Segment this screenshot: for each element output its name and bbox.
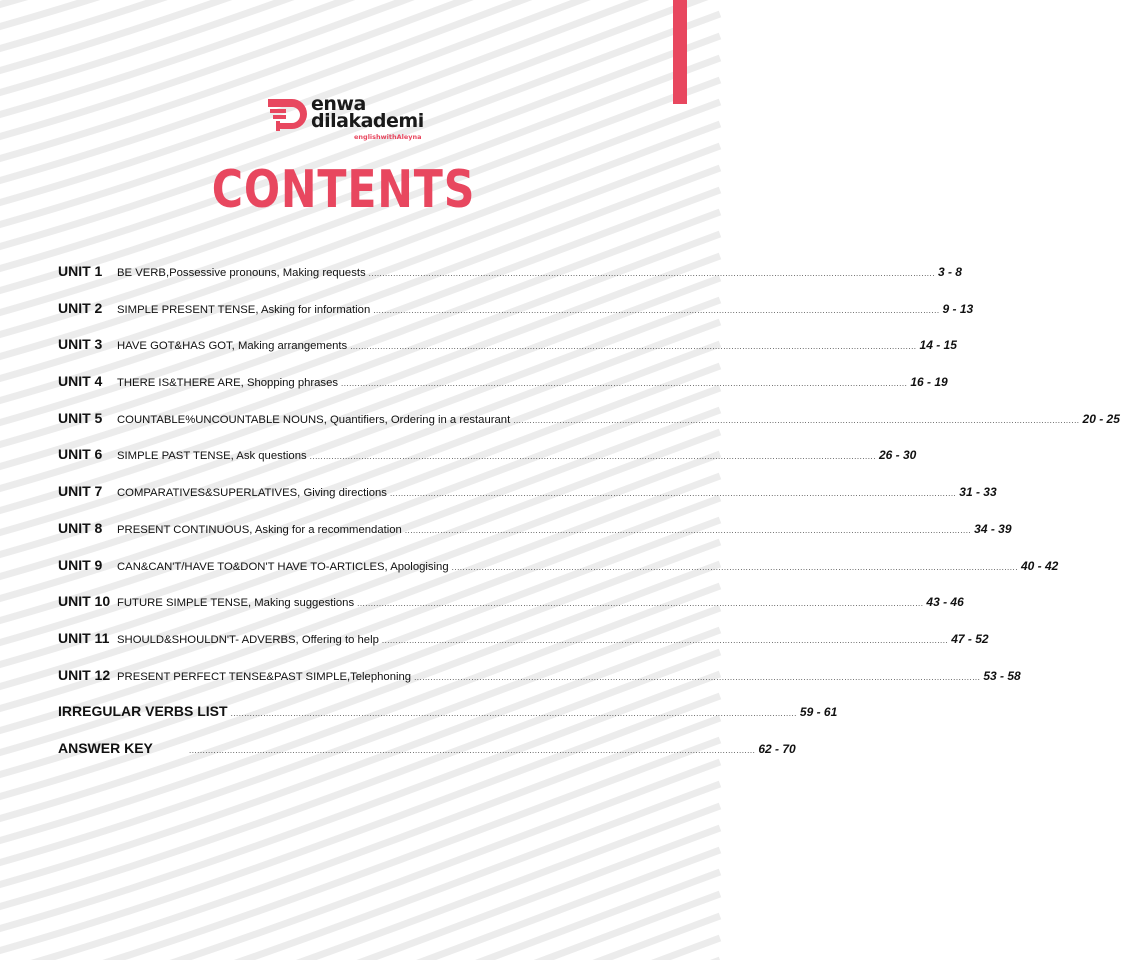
unit-label: UNIT 6 xyxy=(58,446,103,463)
toc-row-unit-8[interactable] xyxy=(58,516,1012,553)
dot-leader xyxy=(310,445,876,469)
dot-leader xyxy=(414,666,980,690)
logo xyxy=(266,93,426,145)
logo-tagline: englishwithAleyna xyxy=(354,133,422,141)
toc-row-unit-12[interactable] xyxy=(58,663,1021,700)
unit-description: SIMPLE PAST TENSE, Ask questions xyxy=(117,450,307,463)
logo-text-enwa: enwa xyxy=(311,93,366,115)
unit-description: THERE IS&THERE ARE, Shopping phrases xyxy=(117,377,339,390)
page-range: 47 - 52 xyxy=(951,631,989,646)
page-range: 26 - 30 xyxy=(878,448,917,463)
toc-row-unit-9[interactable] xyxy=(58,553,1059,590)
unit-label: UNIT 12 xyxy=(58,666,111,683)
unit-description: BE VERB,Possessive pronouns, Making requests xyxy=(117,267,366,279)
dot-leader xyxy=(405,519,971,543)
page-range: 16 - 19 xyxy=(910,375,948,390)
unit-description: HAVE GOT&HAS GOT, Making arrangements xyxy=(117,340,348,353)
unit-label: UNIT 8 xyxy=(58,519,103,536)
dot-leader xyxy=(452,556,1018,580)
unit-description: COMPARATIVES&SUPERLATIVES, Giving directions xyxy=(117,487,387,500)
toc-row-unit-10[interactable] xyxy=(58,589,964,626)
logo-text-dilakademi: dilakademi xyxy=(311,110,424,132)
toc-row-unit-6[interactable] xyxy=(58,442,917,479)
unit-label: UNIT 10 xyxy=(58,593,111,610)
logo-mark-icon xyxy=(266,95,306,135)
dot-leader xyxy=(350,335,916,359)
page-range: 43 - 46 xyxy=(926,595,964,610)
toc-row-unit-7[interactable] xyxy=(58,479,997,516)
unit-label: UNIT 4 xyxy=(58,373,103,390)
unit-label: UNIT 7 xyxy=(58,483,103,500)
toc-row-unit-4[interactable] xyxy=(58,369,948,406)
unit-description: SIMPLE PRESENT TENSE, Asking for information xyxy=(117,303,371,316)
unit-label: UNIT 9 xyxy=(58,556,103,573)
unit-label: UNIT 2 xyxy=(58,299,103,316)
page-range: 14 - 15 xyxy=(919,338,957,353)
toc-row-unit-5[interactable] xyxy=(58,406,1120,443)
dot-leader xyxy=(341,372,907,396)
unit-description: PRESENT CONTINUOUS, Asking for a recommendation xyxy=(117,523,402,536)
page-range: 31 - 33 xyxy=(959,485,997,500)
unit-label: UNIT 5 xyxy=(58,409,103,426)
unit-description: FUTURE SIMPLE TENSE, Making suggestions xyxy=(117,597,355,610)
page-range: 53 - 58 xyxy=(983,668,1021,683)
page-range: 34 - 39 xyxy=(974,521,1012,536)
dot-leader xyxy=(231,702,797,726)
unit-label: UNIT 11 xyxy=(58,629,110,646)
unit-label: UNIT 1 xyxy=(58,263,103,279)
dot-leader xyxy=(357,592,923,616)
answer-key-label: ANSWER KEY xyxy=(58,739,153,756)
page-range: 20 - 25 xyxy=(1082,411,1120,426)
unit-description: PRESENT PERFECT TENSE&PAST SIMPLE,Telephoning xyxy=(117,670,412,683)
toc-row-answer-key[interactable] xyxy=(58,736,796,773)
dot-leader xyxy=(390,482,956,506)
unit-description: SHOULD&SHOULDN'T- ADVERBS, Offering to help xyxy=(117,633,379,646)
toc-row-unit-3[interactable] xyxy=(58,332,957,369)
unit-label: UNIT 3 xyxy=(58,336,103,353)
dot-leader xyxy=(513,409,1079,433)
page-tab xyxy=(673,0,687,104)
page-range: 3 - 8 xyxy=(937,265,962,279)
page-range: 59 - 61 xyxy=(799,705,838,720)
page-range: 9 - 13 xyxy=(942,301,974,316)
toc-row-unit-2[interactable] xyxy=(58,296,974,333)
dot-leader xyxy=(369,262,935,286)
irregular-verbs-label: IRREGULAR VERBS LIST xyxy=(58,703,228,720)
dot-leader xyxy=(382,629,948,653)
toc-row-irregular-verbs[interactable] xyxy=(58,699,838,736)
unit-description: CAN&CAN'T/HAVE TO&DON'T HAVE TO-ARTICLES, Apologising xyxy=(117,560,449,573)
unit-description: COUNTABLE%UNCOUNTABLE NOUNS, Quantifiers, Ordering in a restaurant xyxy=(117,413,511,426)
dot-leader xyxy=(373,299,939,323)
page-range: 62 - 70 xyxy=(758,741,796,756)
page-range: 40 - 42 xyxy=(1020,558,1059,573)
dot-leader xyxy=(189,739,755,763)
table-of-contents xyxy=(58,259,1120,773)
toc-row-unit-11[interactable] xyxy=(58,626,989,663)
toc-row-unit-1[interactable] xyxy=(58,259,962,296)
page-title: CONTENTS xyxy=(211,160,476,220)
